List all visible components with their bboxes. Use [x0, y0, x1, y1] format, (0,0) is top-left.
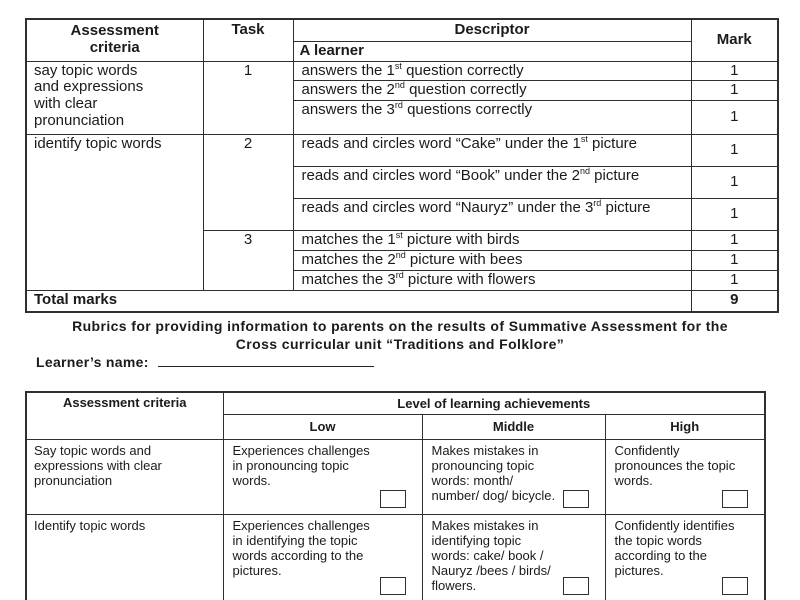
descriptor-cell: [293, 135, 691, 167]
task-cell: 3: [203, 231, 293, 291]
table-row: [26, 135, 778, 167]
high-level-cell: [605, 514, 765, 600]
descriptor-text: answers the 1: [301, 61, 395, 79]
descriptor-cell: [293, 61, 691, 81]
criteria-cell: Say topic words and expressions with clear pronunciation: [26, 439, 223, 514]
ordinal-suffix: nd: [579, 166, 590, 177]
learner-name-label: Learner’s name:: [36, 354, 149, 370]
descriptor-text: picture with flowers: [403, 271, 536, 289]
descriptor-text: matches the 3: [301, 271, 396, 289]
descriptor-text: reads and circles word “Nauryz” under the 3: [301, 199, 594, 217]
mark-cell: 1: [691, 271, 778, 291]
descriptor-text: question correctly: [401, 61, 524, 79]
mark-cell: 1: [691, 231, 778, 251]
checkbox: [380, 577, 406, 595]
checkbox: [722, 577, 748, 595]
descriptor-cell: [293, 199, 691, 231]
high-level-cell: [605, 439, 765, 514]
descriptor-cell: [293, 271, 691, 291]
mark-cell: 1: [691, 199, 778, 231]
ordinal-suffix: rd: [395, 270, 404, 281]
col-header-task: Task: [203, 19, 293, 61]
task-cell: 2: [203, 135, 293, 231]
total-marks-value: 9: [691, 291, 778, 312]
mark-cell: 1: [691, 101, 778, 135]
col-header-assessment-criteria-label: Assessment criteria: [70, 22, 159, 57]
table-header-row: [26, 392, 765, 414]
descriptor-cell: [293, 251, 691, 271]
ordinal-suffix: nd: [394, 80, 405, 91]
marks-table: [25, 18, 779, 313]
level-description: Experiences challenges in pronouncing topic words.: [232, 442, 370, 488]
mark-cell: 1: [691, 81, 778, 101]
mark-cell: 1: [691, 135, 778, 167]
descriptor-text: questions correctly: [402, 101, 533, 119]
middle-level-cell: [422, 514, 605, 600]
descriptor-cell: [293, 101, 691, 135]
descriptor-cell: [293, 81, 691, 101]
rubric-table: [25, 391, 766, 600]
descriptor-text: picture: [587, 135, 638, 153]
table-header-row: [26, 19, 778, 41]
ordinal-suffix: st: [394, 61, 402, 71]
descriptor-text: picture: [590, 167, 640, 185]
descriptor-text: answers the 3: [301, 101, 395, 119]
col-header-levels: Level of learning achievements: [223, 392, 765, 414]
col-header-high: High: [605, 414, 765, 439]
ordinal-suffix: rd: [394, 100, 403, 111]
total-row: [26, 291, 778, 312]
descriptor-text: reads and circles word “Book” under the 2: [301, 167, 580, 185]
mark-cell: 1: [691, 167, 778, 199]
ordinal-suffix: st: [395, 230, 403, 241]
checkbox: [563, 577, 589, 595]
criteria-cell: Identify topic words: [26, 514, 223, 600]
col-header-assessment-criteria: [26, 19, 203, 61]
descriptor-text: picture with bees: [405, 251, 523, 269]
checkbox: [722, 490, 748, 508]
checkbox: [563, 490, 589, 508]
descriptor-text: question correctly: [404, 81, 527, 99]
col-header-middle: Middle: [422, 414, 605, 439]
col-subheader-a-learner: A learner: [293, 41, 691, 61]
total-marks-label: Total marks: [26, 291, 691, 312]
descriptor-text: reads and circles word “Cake” under the 1: [301, 135, 581, 153]
descriptor-cell: [293, 231, 691, 251]
table-row: [26, 439, 765, 514]
level-description: Confidently pronounces the topic words.: [614, 442, 736, 488]
col-header-low: Low: [223, 414, 422, 439]
descriptor-text: picture with birds: [402, 231, 520, 249]
descriptor-text: matches the 2: [301, 251, 396, 269]
learner-name-row: [36, 353, 374, 370]
criteria-cell: say topic words and expressions with clear pronunciation: [26, 61, 203, 135]
descriptor-text: answers the 2: [301, 81, 395, 99]
descriptor-cell: [293, 167, 691, 199]
ordinal-suffix: nd: [395, 250, 406, 261]
mark-cell: 1: [691, 61, 778, 81]
col-header-mark: Mark: [691, 19, 778, 61]
level-description: Experiences challenges in identifying the topic words according to the pictures.: [232, 517, 370, 578]
col-header-descriptor: Descriptor: [293, 19, 691, 41]
learner-name-blank-line: [158, 353, 374, 367]
task-cell: 1: [203, 61, 293, 135]
descriptor-text: picture: [601, 199, 651, 217]
low-level-cell: [223, 514, 422, 600]
low-level-cell: [223, 439, 422, 514]
ordinal-suffix: rd: [593, 198, 602, 209]
col-header-assessment-criteria: Assessment criteria: [26, 392, 223, 439]
mark-cell: 1: [691, 251, 778, 271]
rubrics-heading: Rubrics for providing information to parents on the results of Summative Assessment for the Cross curricular unit “Traditions and Folklore”: [72, 318, 728, 352]
descriptor-text: matches the 1: [301, 231, 396, 249]
criteria-cell: identify topic words: [26, 135, 203, 291]
checkbox: [380, 490, 406, 508]
level-description: Makes mistakes in identifying topic words: cake/ book / Nauryz /bees / birds/ flowers.: [431, 517, 551, 593]
level-description: Makes mistakes in pronouncing topic words: month/ number/ dog/ bicycle.: [431, 442, 556, 503]
level-description: Confidently identifies the topic words according to the pictures.: [614, 517, 735, 578]
table-row: [26, 61, 778, 81]
ordinal-suffix: st: [580, 134, 588, 145]
table-row: [26, 514, 765, 600]
middle-level-cell: [422, 439, 605, 514]
